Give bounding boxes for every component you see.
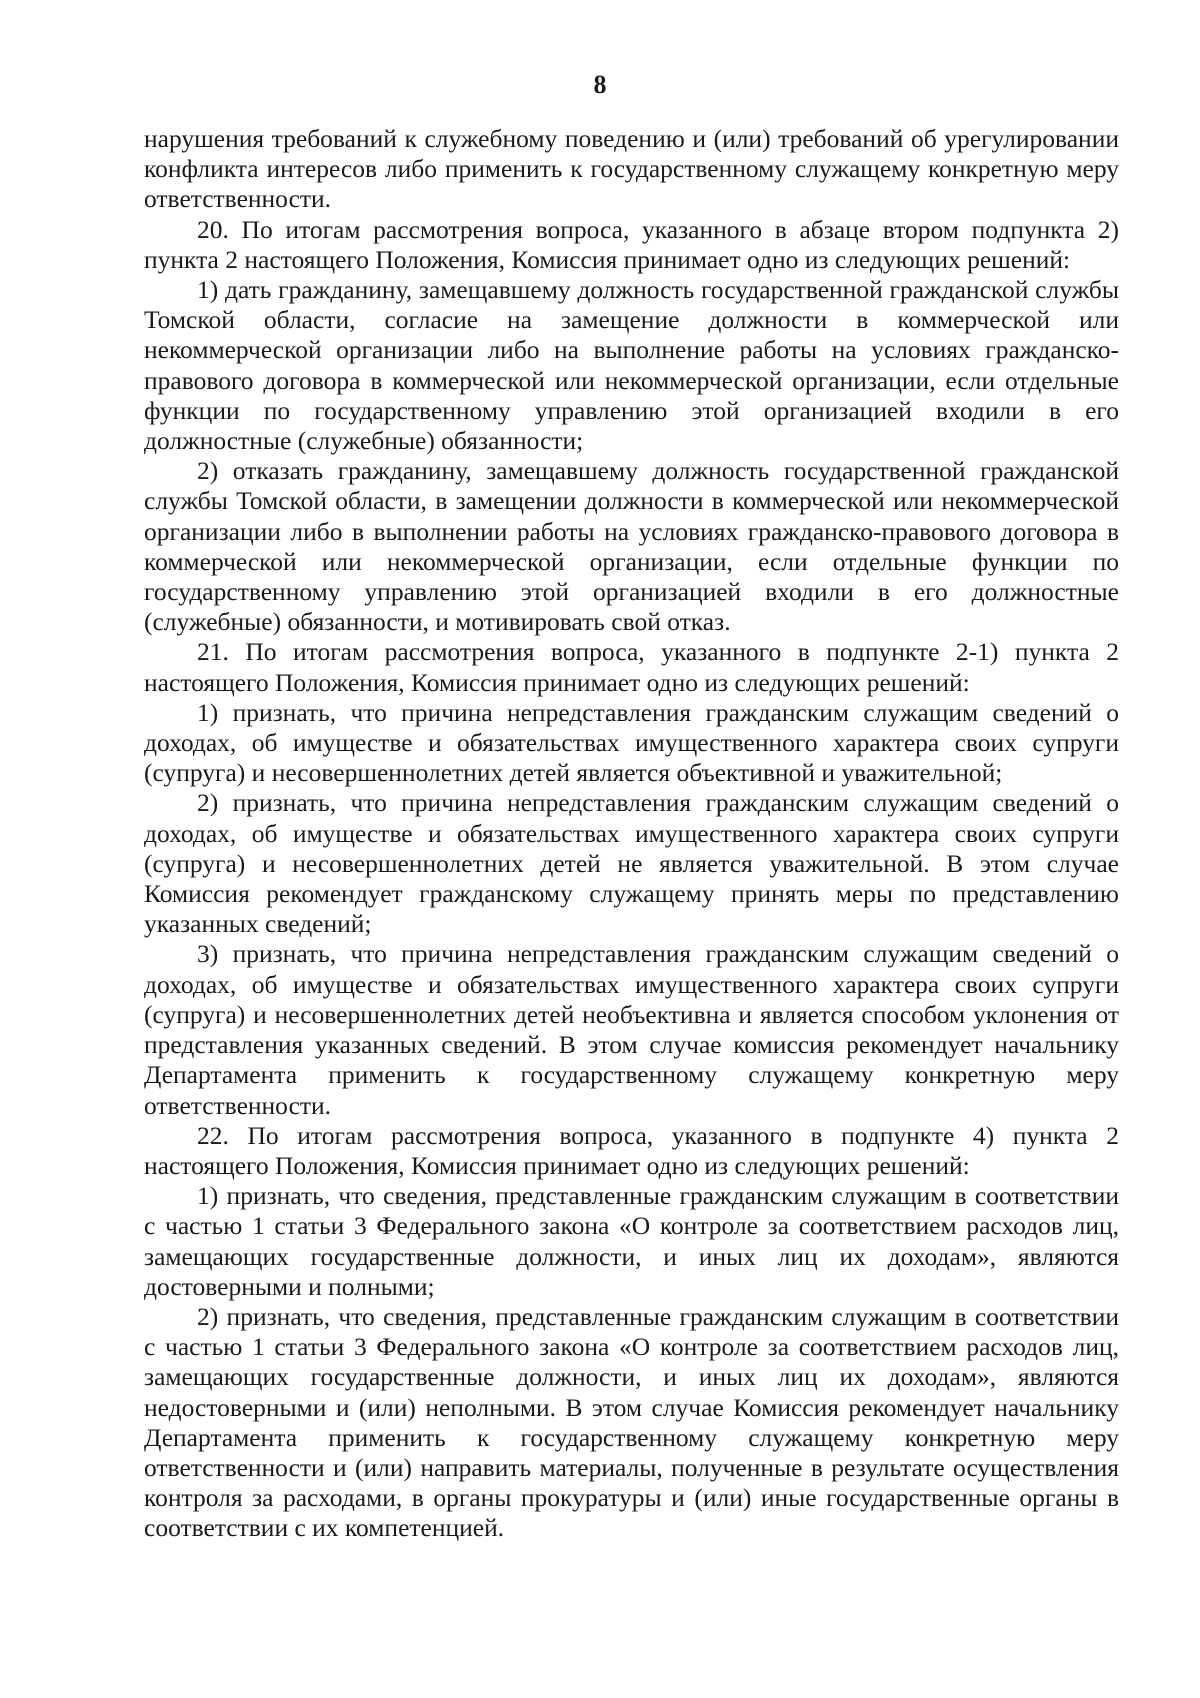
paragraph-item-21-2: 2) признать, что причина непредставления гражданским служащим сведений о доходах, об имуществе и обязательствах имущественного характера своих супруги (супруга) и несовершеннолетних детей не является уважительной. В этом случае Комиссия рекомендует гражданскому служащему принять меры по представлению указанных сведений; bbox=[144, 788, 1119, 939]
paragraph-item-21-3: 3) признать, что причина непредставления гражданским служащим сведений о доходах, об имуществе и обязательствах имущественного характера своих супруги (супруга) и несовершеннолетних детей необъективна и является способом уклонения от представления указанных сведений. В этом случае комиссия рекомендует начальнику Департамента применить к государственному служащему конкретную меру ответственности. bbox=[144, 939, 1119, 1120]
paragraph-continuation: нарушения требований к служебному поведению и (или) требований об урегулировании конфликта интересов либо применить к государственному служащему конкретную меру ответственности. bbox=[144, 124, 1119, 214]
paragraph-item-22-2: 2) признать, что сведения, представленные гражданским служащим в соответствии с частью 1 статьи 3 Федерального закона «О контроле за соответствием расходов лиц, замещающих государственные должности, и иных лиц их доходам», являются недостоверными и (или) неполными. В этом случае Комиссия рекомендует начальнику Департамента применить к государственному служащему конкретную меру ответственности и (или) направить материалы, полученные в результате осуществления контроля за расходами, в органы прокуратуры и (или) иные государственные органы в соответствии с их компетенцией. bbox=[144, 1301, 1119, 1543]
paragraph-item-22: 22. По итогам рассмотрения вопроса, указанного в подпункте 4) пункта 2 настоящего Положения, Комиссия принимает одно из следующих решений: bbox=[144, 1120, 1119, 1180]
paragraph-item-21: 21. По итогам рассмотрения вопроса, указанного в подпункте 2-1) пункта 2 настоящего Положения, Комиссия принимает одно из следующих решений: bbox=[144, 637, 1119, 697]
page-number: 8 bbox=[593, 70, 607, 99]
document-body bbox=[144, 124, 1119, 1544]
paragraph-item-20-2: 2) отказать гражданину, замещавшему должность государственной гражданской службы Томской области, в замещении должности в коммерческой или некоммерческой организации либо в выполнении работы на условиях гражданско-правового договора в коммерческой или некоммерческой организации, если отдельные функции по государственному управлению этой организацией входили в его должностные (служебные) обязанности, и мотивировать свой отказ. bbox=[144, 456, 1119, 637]
paragraph-item-20: 20. По итогам рассмотрения вопроса, указанного в абзаце втором подпункта 2) пункта 2 настоящего Положения, Комиссия принимает одно из следующих решений: bbox=[144, 214, 1119, 274]
paragraph-item-20-1: 1) дать гражданину, замещавшему должность государственной гражданской службы Томской области, согласие на замещение должности в коммерческой или некоммерческой организации либо на выполнение работы на условиях гражданско-правового договора в коммерческой или некоммерческой организации, если отдельные функции по государственному управлению этой организацией входили в его должностные (служебные) обязанности; bbox=[144, 275, 1119, 456]
paragraph-item-22-1: 1) признать, что сведения, представленные гражданским служащим в соответствии с частью 1 статьи 3 Федерального закона «О контроле за соответствием расходов лиц, замещающих государственные должности, и иных лиц их доходам», являются достоверными и полными; bbox=[144, 1181, 1119, 1301]
paragraph-item-21-1: 1) признать, что причина непредставления гражданским служащим сведений о доходах, об имуществе и обязательствах имущественного характера своих супруги (супруга) и несовершеннолетних детей является объективной и уважительной; bbox=[144, 697, 1119, 788]
